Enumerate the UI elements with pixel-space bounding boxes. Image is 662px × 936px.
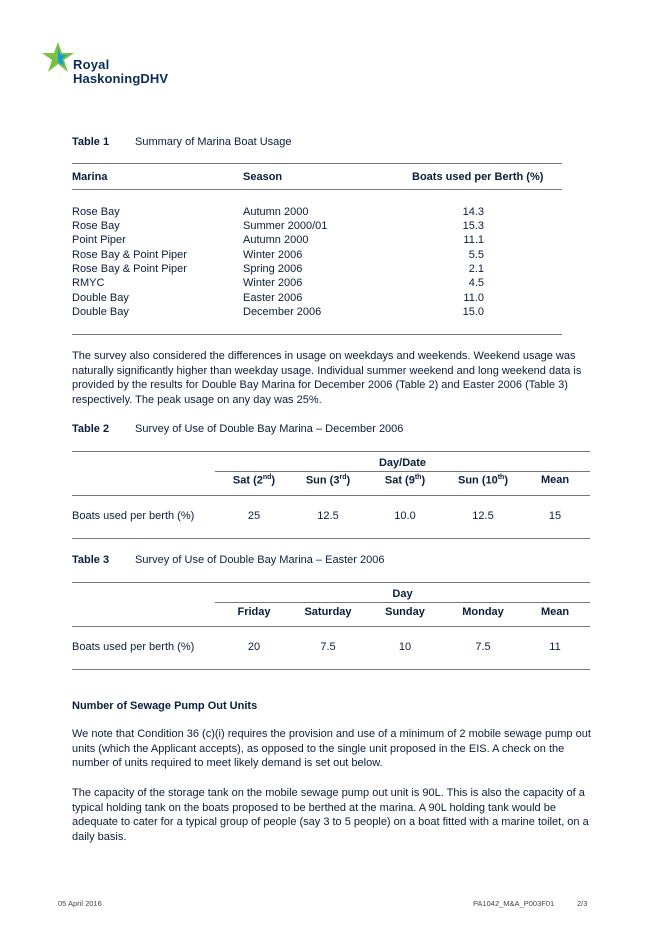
- table1-cell-season: Winter 2006: [243, 277, 303, 289]
- capacity-paragraph: The capacity of the storage tank on the mobile sewage pump out unit is 90L. This is also the capacity of a typical holding tank on the boats proposed to be berthed at the marina. A 90L holding tank would be adequate to cater for a typical group of people (say 3 to 5 people) on a boat fitted with a marine toilet, on a daily basis.: [72, 787, 589, 843]
- table2-caption: [72, 423, 403, 435]
- table1-cell-value: 15.3: [462, 220, 484, 232]
- logo-text-line1: Royal: [73, 57, 110, 72]
- table1-cell-value: 15.0: [462, 306, 484, 318]
- table1-number: Table 1: [72, 136, 110, 148]
- table1-title: Summary of Marina Boat Usage: [135, 136, 292, 148]
- table2-column-header: Sun (3rd): [305, 474, 351, 487]
- table3-value: 7.5: [475, 641, 491, 653]
- table2-group-header: Day/Date: [378, 457, 427, 469]
- table1-bottom-rule: [72, 334, 562, 335]
- table2-number: Table 2: [72, 423, 110, 435]
- table3-value: 20: [247, 641, 261, 653]
- table1-cell-season: Winter 2006: [243, 249, 303, 261]
- table3-bottom-rule: [72, 669, 590, 670]
- table2-header-rule: [72, 495, 590, 496]
- table3-group-header: Day: [392, 588, 413, 600]
- footer-reference: PA1042_M&A_P003F01: [473, 899, 555, 908]
- table2-value: 12.5: [472, 510, 494, 522]
- table1-cell-season: Autumn 2000: [243, 234, 309, 246]
- table1-caption: [72, 136, 292, 148]
- table1-cell-marina: Rose Bay & Point Piper: [72, 249, 187, 261]
- table1-top-rule: [72, 163, 562, 164]
- table3-value: 10: [398, 641, 412, 653]
- table2-value: 25: [247, 510, 261, 522]
- footer-page-number: 2/3: [577, 899, 588, 908]
- logo-text-line2: HaskoningDHV: [73, 71, 169, 86]
- table2-row-label: Boats used per berth (%): [72, 510, 195, 522]
- table3-column-header: Friday: [237, 606, 271, 618]
- table1-cell-marina: Double Bay: [72, 306, 129, 318]
- table1-cell-marina: Rose Bay & Point Piper: [72, 263, 187, 275]
- table1-cell-season: Easter 2006: [243, 292, 303, 304]
- table1-header-rule: [72, 189, 562, 190]
- table1-cell-season: Autumn 2000: [243, 206, 309, 218]
- table1-cell-season: Summer 2000/01: [243, 220, 328, 232]
- table1-cell-season: December 2006: [243, 306, 322, 318]
- table2-top-rule: [72, 451, 590, 452]
- table2-column-header: Sun (10th): [457, 474, 508, 487]
- table1-cell-value: 4.5: [468, 277, 484, 289]
- table1-cell-value: 14.3: [462, 206, 484, 218]
- table3-row-label: Boats used per berth (%): [72, 641, 195, 653]
- table1-cell-marina: RMYC: [72, 277, 105, 289]
- table1-cell-marina: Double Bay: [72, 292, 129, 304]
- star-logo-icon: [40, 40, 76, 76]
- table1-header-season: Season: [243, 171, 283, 183]
- table2-bottom-rule: [72, 538, 590, 539]
- table2-value: 10.0: [394, 510, 416, 522]
- table1-cell-value: 2.1: [468, 263, 484, 275]
- table1-cell-value: 11.1: [463, 234, 484, 246]
- table1-cell-marina: Rose Bay: [72, 220, 120, 232]
- table1-cell-marina: Rose Bay: [72, 206, 120, 218]
- table1-header-boats: Boats used per Berth (%): [412, 171, 544, 183]
- section-heading: Number of Sewage Pump Out Units: [72, 700, 258, 712]
- table2-value: 12.5: [317, 510, 339, 522]
- table1-cell-season: Spring 2006: [243, 263, 303, 275]
- company-logo: [40, 40, 169, 90]
- table3-column-header: Sunday: [385, 606, 425, 618]
- table2-column-header: Sat (2nd): [232, 474, 276, 487]
- table3-column-header: Mean: [540, 606, 570, 618]
- table2-column-header: Sat (9th): [384, 474, 426, 487]
- condition-paragraph: We note that Condition 36 (c)(i) requires the provision and use of a minimum of 2 mobile sewage pump out units (which the Applicant accepts), as opposed to the single unit proposed in the EIS. A check on the number of units required to meet likely demand is set out below.: [72, 728, 591, 770]
- table3-group-rule: [215, 602, 590, 603]
- footer-date: 05 April 2016: [58, 899, 102, 908]
- table2-group-rule: [215, 471, 590, 472]
- table3-value: 7.5: [320, 641, 336, 653]
- table1-cell-value: 11.0: [463, 292, 484, 304]
- table1-header-marina: Marina: [72, 171, 108, 183]
- table3-column-header: Monday: [462, 606, 504, 618]
- table1-cell-value: 5.5: [468, 249, 484, 261]
- table1-cell-marina: Point Piper: [72, 234, 126, 246]
- table3-value: 11: [549, 641, 561, 653]
- table3-top-rule: [72, 582, 590, 583]
- table2-value: 15: [548, 510, 562, 522]
- table3-title: Survey of Use of Double Bay Marina – Easter 2006: [135, 554, 385, 566]
- table3-caption: [72, 554, 384, 566]
- table2-column-header: Mean: [540, 474, 570, 486]
- table3-column-header: Saturday: [304, 606, 352, 618]
- table3-number: Table 3: [72, 554, 110, 566]
- table2-title: Survey of Use of Double Bay Marina – December 2006: [135, 423, 404, 435]
- survey-paragraph: The survey also considered the differences in usage on weekdays and weekends. Weekend usage was naturally significantly higher than weekday usage. Individual summer weekend and long weekend data is provided by the results for Double Bay Marina for December 2006 (Table 2) and Easter 2006 (Table 3) respectively. The peak usage on any day was 25%.: [72, 350, 582, 406]
- table3-header-rule: [72, 626, 590, 627]
